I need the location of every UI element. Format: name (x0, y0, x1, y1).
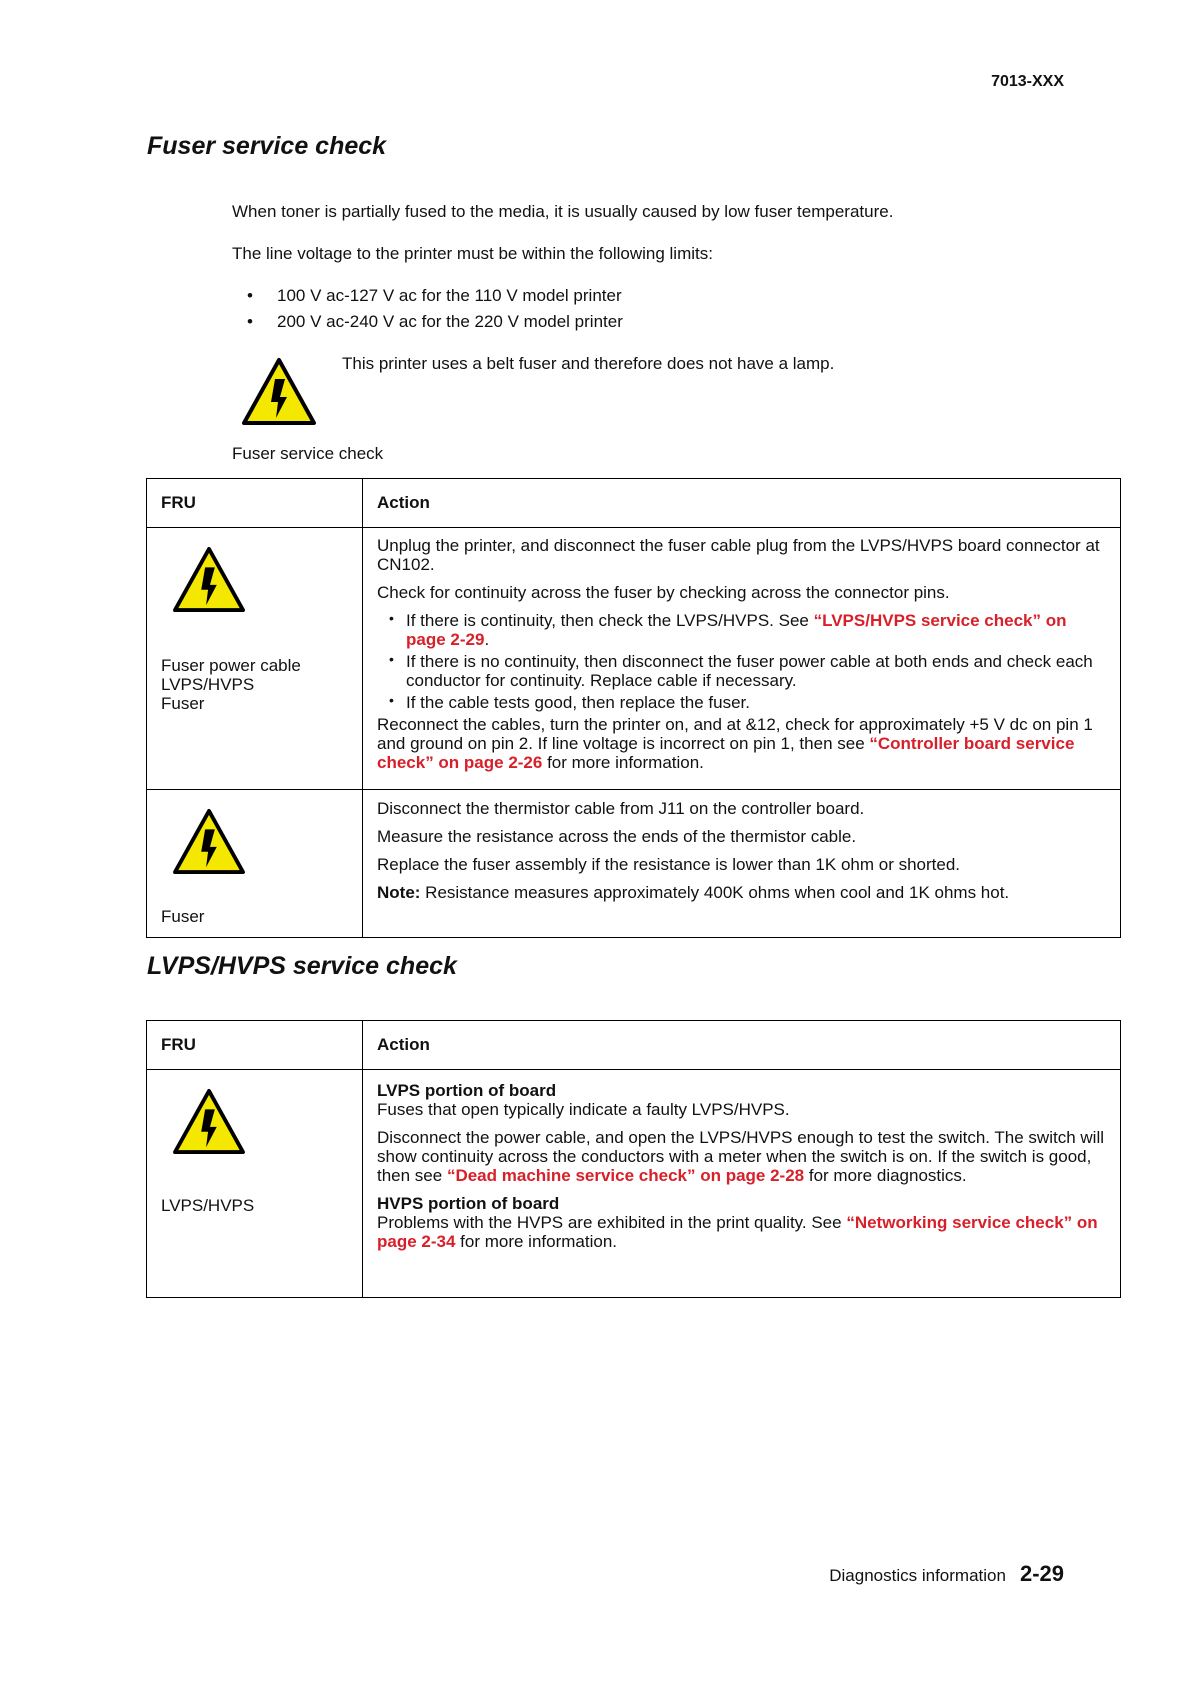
column-header-fru: FRU (147, 1021, 363, 1070)
section-title-fuser: Fuser service check (147, 132, 387, 160)
subheading-hvps: HVPS portion of board (377, 1194, 560, 1214)
section-title-lvps-hvps: LVPS/HVPS service check (147, 952, 457, 980)
list-item: • If there is continuity, then check the LVPS/HVPS. See “LVPS/HVPS service check” on page 2-29. (377, 611, 1106, 649)
fru-part-list (161, 1196, 254, 1215)
action-step: Measure the resistance across the ends of the thermistor cable. (377, 827, 857, 847)
high-voltage-warning-icon (172, 808, 246, 880)
dead-machine-check-link[interactable]: “Dead machine service check” on page 2-28 (446, 1166, 805, 1186)
voltage-limits-list (247, 286, 623, 338)
action-cell (363, 1070, 1121, 1298)
list-item: • If there is no continuity, then disconnect the fuser power cable at both ends and check each conductor for continuity. Replace cable if necessary. (377, 652, 1106, 690)
table-header-row (147, 1021, 1121, 1070)
fru-cell (147, 790, 363, 938)
table-row (147, 1070, 1121, 1298)
controller-board-check-link[interactable]: “Controller board service check” on page 2-26 (377, 734, 1075, 773)
fru-part: Fuser power cable (161, 656, 301, 675)
action-cell (363, 790, 1121, 938)
list-item: • 200 V ac-240 V ac for the 220 V model printer (247, 312, 623, 338)
document-code: 7013-XXX (991, 73, 1064, 90)
action-note: Note: Resistance measures approximately 400K ohms when cool and 1K ohms hot. (377, 883, 1010, 903)
page-number: 2-29 (1019, 1561, 1064, 1586)
footer-label: Diagnostics information (829, 1566, 1006, 1585)
list-item: • 100 V ac-127 V ac for the 110 V model printer (247, 286, 623, 312)
fru-part: LVPS/HVPS (161, 675, 255, 695)
high-voltage-warning-icon (241, 357, 317, 431)
action-step: Disconnect the thermistor cable from J11 on the controller board. (377, 799, 865, 818)
column-header-action: Action (363, 479, 1121, 528)
action-step: Reconnect the cables, turn the printer on, and at &12, check for approximately +5 V dc on pin 1 and ground on pin 2. If line voltage is incorrect on pin 1, then see “Controller board service check” on page 2-26 for more information. (377, 715, 1093, 773)
column-header-action: Action (363, 1021, 1121, 1070)
list-item: • If the cable tests good, then replace the fuser. (377, 693, 1106, 712)
column-header-fru: FRU (147, 479, 363, 528)
action-cell (363, 528, 1121, 790)
fru-part-list (161, 656, 301, 713)
table-header-row (147, 479, 1121, 528)
action-step: Check for continuity across the fuser by checking across the connector pins. (377, 583, 950, 603)
lvps-hvps-service-table (146, 1020, 1121, 1298)
networking-check-link[interactable]: “Networking service check” on page 2-34 (377, 1213, 1098, 1252)
fuser-intro: When toner is partially fused to the media, it is usually caused by low fuser temperature. (232, 202, 894, 221)
action-step: Problems with the HVPS are exhibited in the print quality. See “Networking service check” on page 2-34 for more information. (377, 1213, 1098, 1252)
fru-part-list (161, 907, 204, 926)
lvps-hvps-check-link[interactable]: “LVPS/HVPS service check” on page 2-29 (406, 611, 1067, 650)
fru-part: LVPS/HVPS (161, 1196, 255, 1215)
subheading-lvps: LVPS portion of board (377, 1081, 557, 1100)
fru-cell (147, 528, 363, 790)
high-voltage-warning-icon (172, 546, 246, 618)
action-step: Replace the fuser assembly if the resistance is lower than 1K ohm or shorted. (377, 855, 961, 875)
table-caption: Fuser service check (232, 444, 384, 463)
fru-part: Fuser (161, 907, 205, 926)
action-bullets (377, 611, 1106, 712)
high-voltage-warning-icon (172, 1088, 246, 1160)
belt-fuser-note: This printer uses a belt fuser and therefore does not have a lamp. (342, 354, 835, 373)
fuser-service-table (146, 478, 1121, 938)
action-step: Fuses that open typically indicate a faulty LVPS/HVPS. (377, 1100, 790, 1120)
limits-intro: The line voltage to the printer must be within the following limits: (232, 244, 713, 263)
fru-cell (147, 1070, 363, 1298)
action-step: Unplug the printer, and disconnect the fuser cable plug from the LVPS/HVPS board connector at CN102. (377, 536, 1100, 575)
action-step: Disconnect the power cable, and open the LVPS/HVPS enough to test the switch. The switch will show continuity across the conductors with a meter when the switch is on. If the switch is good, then see “Dead machine service check” on page 2-28 for more diagnostics. (377, 1128, 1104, 1186)
fru-part: Fuser (161, 694, 205, 714)
page-footer (829, 1562, 1064, 1587)
table-row (147, 528, 1121, 790)
table-row (147, 790, 1121, 938)
